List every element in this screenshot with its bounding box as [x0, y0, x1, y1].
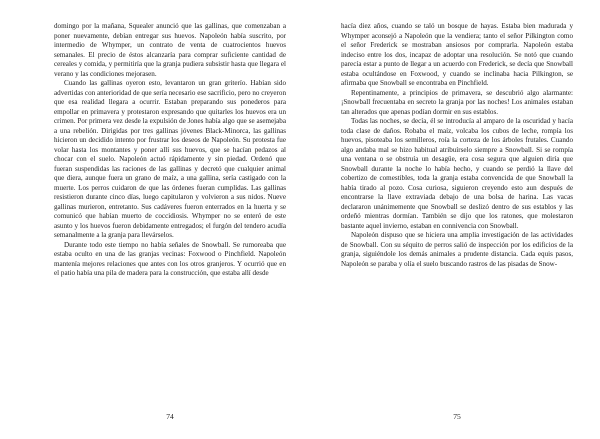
left-paragraph-2: Cuando las gallinas oyeron esto, levantaron un gran griterío. Habían sido advertidas con anterioridad de que sería necesario ese sacrificio, pero no creyeron que esa realidad llegara a ocurrir. Estaban preparando sus ponederos para empollar en primavera y protestaron expresando que quitarles los huevos era un crimen. Por primera vez desde la expulsión de Jones había algo que se asemejaba a una rebelión. Dirigidas por tres gallinas jóvenes Black-Minorca, las gallinas hicieron un decidido intento por frustrar los deseos de Napoleón. Su protesta fue volar hasta los montantes y poner allí sus huevos, que se hacían pedazos al chocar con el suelo. Napoleón actuó rápidamente y sin piedad. Ordenó que fueran suspendidas las raciones de las gallinas y decretó que cualquier animal que diera, aunque fuera un grano de maíz, a una gallina, sería castigado con la muerte. Los perros cuidaron de que las órdenes fueran cumplidas. Las gallinas resistieron durante cinco días, luego capitularon y volvieron a sus nidos. Nueve gallinas murieron, entretanto. Sus cadáveres fueron enterrados en la huerta y se comunicó que habían muerto de coccidiosis. Whymper no se enteró de este asunto y los huevos fueron debidamente entregados; el furgón del tendero acudía semanalmente a la granja para llevárselos. [54, 79, 287, 239]
left-paragraph-1: domingo por la mañana, Squealer anunció que las gallinas, que comenzaban a poner nuevamente, debían entregar sus huevos. Napoleón había suscrito, por intermedio de Whymper, un contrato de venta de cuatrocientos huevos semanales. El precio de éstos alcanzaría para comprar suficiente cantidad de cereales y comida, y permitiría que la granja pudiera subsistir hasta que llegara el verano y las condiciones mejorasen. [54, 22, 286, 78]
right-paragraph-4: Napoleón dispuso que se hiciera una amplia investigación de las actividades de Snowball. Con su séquito de perros salió de inspección por los edificios de la granja, siguiéndole los demás animales a prudente distancia. Cada equis pasos, Napoleón se paraba y olía el suelo buscando rastros de las pisadas de Snow- [341, 231, 573, 268]
right-paragraph-3: Todas las noches, se decía, él se introducía al amparo de la oscuridad y hacía toda clase de daños. Robaba el maíz, volcaba los cubos de leche, rompía los huevos, pisoteaba los semilleros, roía la corteza de los árboles frutales. Cuando algo andaba mal se hizo habitual atribuírselo siempre a Snowball. Si se rompía una ventana o se obstruía un desagüe, era cosa segura que alguien diría que Snowball durante la noche lo había hecho, y cuando se perdió la llave del cobertizo de comestibles, toda la granja estaba convencida de que Snowball la había tirado al pozo. Cosa curiosa, siguieron creyendo esto aun después de encontrarse la llave extraviada debajo de una bolsa de harina. Las vacas declararon unánimemente que Snowball se deslizó dentro de sus establos y las ordeñó mientras dormían. También se dijo que los ratones, que molestaron bastante aquel invierno, estaban en connivencia con Snowball. [341, 117, 573, 230]
right-paragraph-1: hacía diez años, cuando se taló un bosque de hayas. Estaba bien madurada y Whymper aconsejó a Napoleón que la vendiera; tanto el señor Pilkington como el señor Frederick se mostraban ansiosos por comprarla. Napoleón estaba indeciso entre los dos, incapaz de adoptar una resolución. Se notó que cuando parecía estar a punto de llegar a un acuerdo con Frederick, se decía que Snowball estaba ocultándose en Foxwood, y cuando se inclinaba hacia Pilkington, se afirmaba que Snowball se encontraba en Pinchfield. [341, 22, 573, 87]
page-number-left: 74 [166, 412, 174, 421]
left-paragraph-3: Durante todo este tiempo no había señales de Snowball. Se rumoreaba que estaba oculto en una de las granjas vecinas: Foxwood o Pinchfield. Napoleón mantenía mejores relaciones que antes con los otros granjeros. Y ocurrió que en el patio había una pila de madera para la construcción, que estaba allí desde [54, 240, 286, 277]
right-page [341, 22, 573, 269]
right-paragraph-2: Repentinamente, a principios de primavera, se descubrió algo alarmante: ¡Snowball frecuentaba en secreto la granja por las noches! Los animales estaban tan alterados que apenas podían dormir en sus establos. [341, 88, 573, 116]
page-number-right: 75 [453, 412, 461, 421]
left-page [54, 22, 286, 279]
